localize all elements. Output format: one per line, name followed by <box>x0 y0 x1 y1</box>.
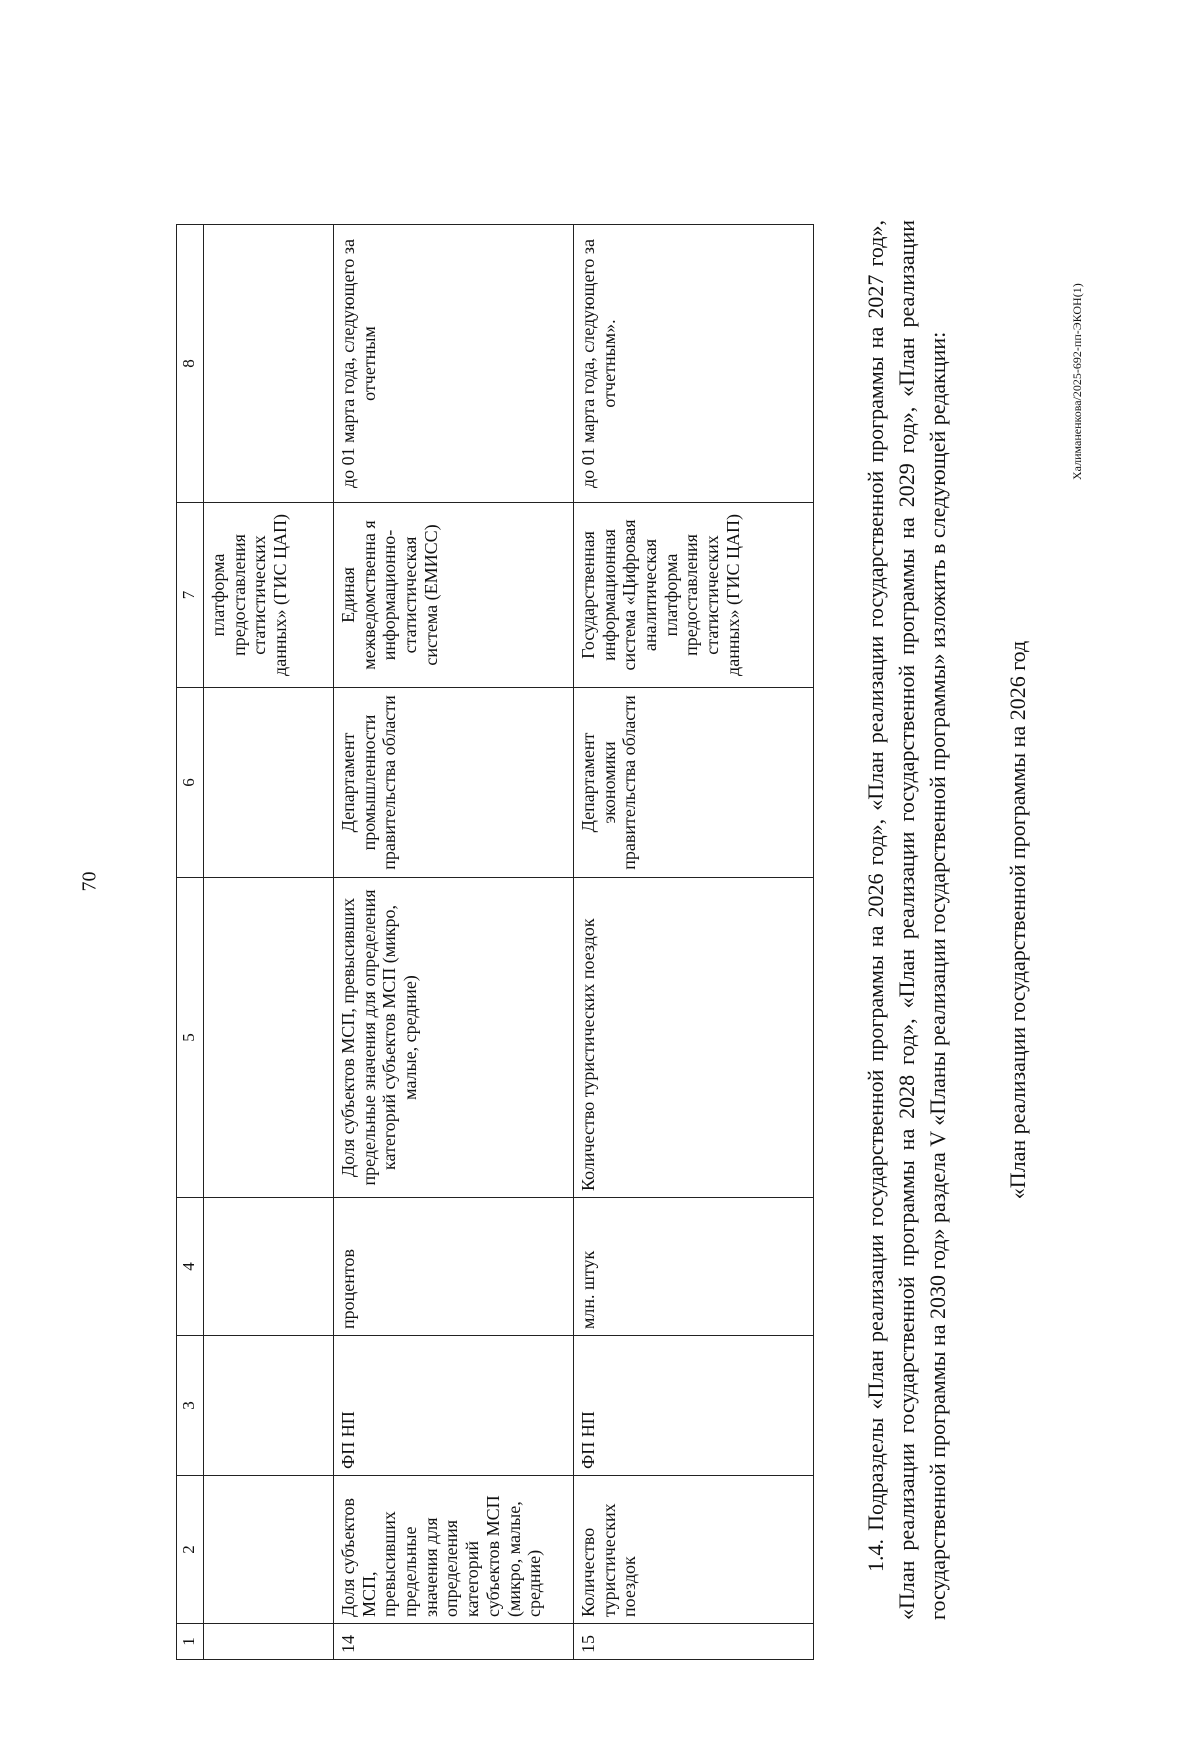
cell-source: ФП НП <box>334 1336 574 1476</box>
cell-system: Единая межведомственна я информационно-статистическая система (ЕМИСС) <box>334 503 574 688</box>
header-cell: 3 <box>177 1336 204 1476</box>
header-cell: 8 <box>177 225 204 503</box>
cell-responsible: Департамент экономики правительства области <box>574 688 814 878</box>
table-row <box>334 225 574 1660</box>
header-cell: 7 <box>177 503 204 688</box>
rotated-page <box>170 140 1200 1660</box>
header-cell: 5 <box>177 878 204 1198</box>
cell-responsible: Департамент промышленности правительства области <box>334 688 574 878</box>
page-number: 70 <box>78 871 101 892</box>
table-row <box>574 225 814 1660</box>
cell-system: Государственная информационная система «Цифровая аналитическая платформа предоставления статистических данных» (ГИС ЦАП) <box>574 503 814 688</box>
cell-indicator: Количество туристических поездок <box>574 878 814 1198</box>
cell-deadline: до 01 марта года, следующего за отчетным». <box>574 225 814 503</box>
cell-name: Доля субъектов МСП, превысивших предельные значения для определения категорий субъектов МСП (микро, малые, средние) <box>334 1476 574 1624</box>
header-cell: 4 <box>177 1198 204 1336</box>
cell-name: Количество туристических поездок <box>574 1476 814 1624</box>
cell-unit: млн. штук <box>574 1198 814 1336</box>
section-subtitle: «План реализации государственной программы на 2026 год <box>1005 640 1030 1200</box>
cell-system: платформа предоставления статистических данных» (ГИС ЦАП) <box>204 503 334 688</box>
cell-deadline <box>204 225 334 503</box>
indicator-table <box>176 224 814 1660</box>
cell-unit: процентов <box>334 1198 574 1336</box>
cell-num: 15 <box>574 1624 814 1660</box>
cell-num: 14 <box>334 1624 574 1660</box>
table-row <box>204 225 334 1660</box>
header-cell: 6 <box>177 688 204 878</box>
cell-source: ФП НП <box>574 1336 814 1476</box>
header-cell: 1 <box>177 1624 204 1660</box>
cell-indicator: Доля субъектов МСП, превысивших предельные значения для определения категорий субъектов МСП (микро, малые, средние) <box>334 878 574 1198</box>
header-cell: 2 <box>177 1476 204 1624</box>
cell-deadline: до 01 марта года, следующего за отчетным <box>334 225 574 503</box>
table-header-row <box>177 225 204 1660</box>
body-text <box>860 220 953 1620</box>
paragraph-1-4: 1.4. Подразделы «План реализации государственной программы на 2026 год», «План реализации государственной программы на 2027 год», «План реализации государственной программы на 2028 год», «План реализации государственной программы на 2029 год», «План реализации государственной программы на 2030 год» раздела V «Планы реализации государственной программы» изложить в следующей редакции: <box>863 220 950 1620</box>
document-footer: Халиманенкова/2025-692-пп-ЭКОН(1) <box>1070 283 1084 480</box>
